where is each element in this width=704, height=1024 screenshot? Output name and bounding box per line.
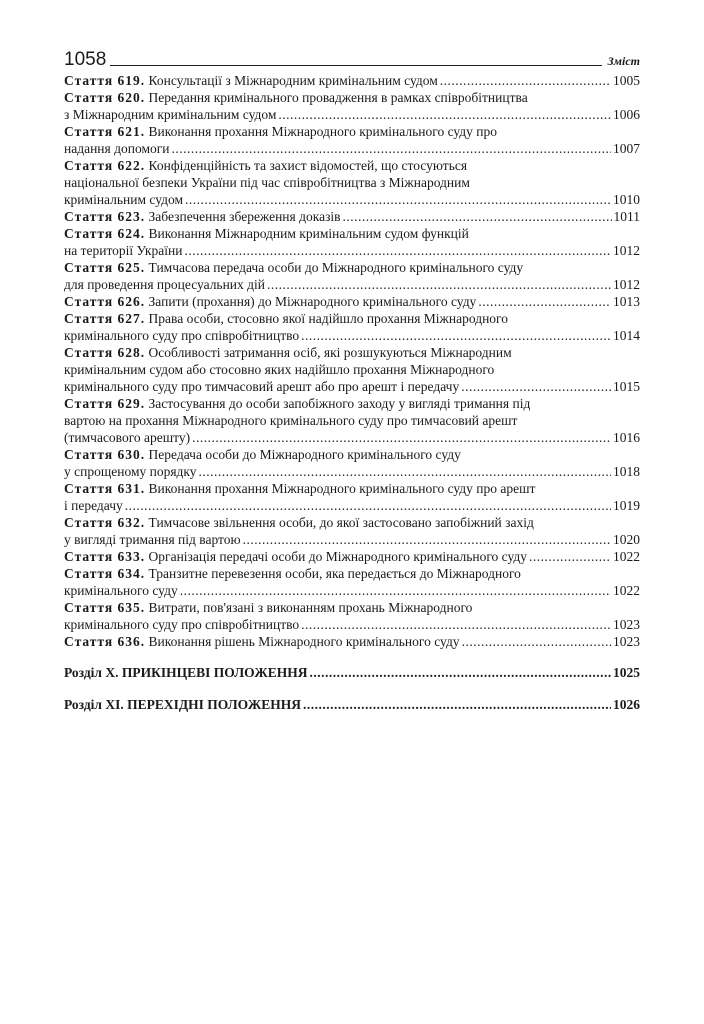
- article-title-line: у спрощеному порядку: [64, 464, 197, 479]
- toc-entry: [64, 480, 640, 514]
- article-title-line: на території України: [64, 243, 183, 258]
- toc-entry-line: [64, 429, 640, 446]
- article-title-line: вартою на прохання Міжнародного кримінального суду про тимчасовий арешт: [64, 413, 518, 428]
- dot-leader: [243, 531, 611, 548]
- toc-entry: [64, 395, 640, 446]
- toc-entry-line: [64, 633, 640, 650]
- article-number: Стаття 631.: [64, 481, 146, 496]
- article-number: Стаття 623.: [64, 209, 146, 224]
- toc-entry-line: [64, 293, 640, 310]
- dot-leader: [199, 463, 611, 480]
- toc-entry-text: [64, 616, 299, 633]
- toc-entry: [64, 123, 640, 157]
- article-title-line: надання допомоги: [64, 141, 170, 156]
- page-ref: 1020: [613, 532, 640, 547]
- page-ref: 1022: [613, 583, 640, 598]
- toc-entry-line: [64, 72, 640, 89]
- page-ref: 1026: [613, 697, 640, 712]
- article-title-line: кримінального суду про тимчасовий арешт або про арешт і передачу: [64, 379, 460, 394]
- article-number: Стаття 629.: [64, 396, 146, 411]
- article-title-line: Виконання прохання Міжнародного кримінального суду про арешт: [148, 481, 536, 496]
- toc-entry-text: [64, 362, 494, 377]
- article-list: [64, 72, 640, 650]
- toc-entry-text: [64, 175, 470, 190]
- page-ref: 1025: [613, 665, 640, 680]
- toc-entry-line: [64, 344, 640, 361]
- dot-leader: [301, 616, 611, 633]
- toc-entry: [64, 72, 640, 89]
- dot-leader: [125, 497, 611, 514]
- toc-entry: [64, 565, 640, 599]
- article-title-line: Конфіденційність та захист відомостей, що стосуються: [148, 158, 468, 173]
- toc-entry-text: [64, 293, 476, 310]
- toc-entry-line: [64, 123, 640, 140]
- toc-entry-text: [64, 378, 459, 395]
- toc-entry-text: [64, 515, 534, 530]
- page-ref: 1015: [613, 379, 640, 394]
- toc-entry-text: [64, 311, 508, 326]
- toc-entry-line: [64, 361, 640, 378]
- article-title-line: Транзитне перевезення особи, яка передається до Міжнародного: [148, 566, 521, 581]
- article-title-line: кримінальним судом або стосовно яких надійшло прохання Міжнародного: [64, 362, 495, 377]
- toc-entry-line: [64, 395, 640, 412]
- toc-entry-line: [64, 327, 640, 344]
- toc-entry-text: [64, 124, 497, 139]
- article-number: Стаття 624.: [64, 226, 146, 241]
- article-title-line: Запити (прохання) до Міжнародного кримінального суду: [148, 294, 477, 309]
- chapter-entry: [64, 664, 640, 681]
- article-number: Стаття 632.: [64, 515, 146, 530]
- dot-leader: [301, 327, 611, 344]
- toc-entry: [64, 633, 640, 650]
- toc-entry-line: [64, 157, 640, 174]
- page-number: 1058: [64, 49, 107, 70]
- article-number: Стаття 619.: [64, 73, 146, 88]
- toc-entry: [64, 89, 640, 123]
- page-ref: 1018: [613, 464, 640, 479]
- table-of-contents: [64, 72, 640, 728]
- page-ref: 1019: [613, 498, 640, 513]
- page-ref: 1023: [613, 617, 640, 632]
- toc-entry-line: [64, 378, 640, 395]
- page-ref: 1012: [613, 277, 640, 292]
- toc-entry-text: [64, 447, 461, 462]
- toc-entry-text: [64, 413, 517, 428]
- toc-entry-line: [64, 480, 640, 497]
- article-title-line: Витрати, пов'язані з виконанням прохань Міжнародного: [148, 600, 473, 615]
- toc-entry: [64, 259, 640, 293]
- article-title-line: Передача особи до Міжнародного кримінального суду: [148, 447, 461, 462]
- toc-entry-line: [64, 276, 640, 293]
- toc-entry-line: [64, 582, 640, 599]
- article-title-line: Забезпечення збереження доказів: [148, 209, 341, 224]
- page-ref: 1011: [613, 209, 640, 224]
- dot-leader: [172, 140, 611, 157]
- chapter-list: [64, 664, 640, 713]
- chapter-title: Розділ X. ПРИКІНЦЕВІ ПОЛОЖЕННЯ: [64, 665, 308, 680]
- toc-entry: [64, 446, 640, 480]
- dot-leader: [192, 429, 611, 446]
- article-number: Стаття 622.: [64, 158, 146, 173]
- page-ref: 1016: [613, 430, 640, 445]
- dot-leader: [478, 293, 611, 310]
- page-ref: 1006: [613, 107, 640, 122]
- dot-leader: [461, 378, 611, 395]
- article-number: Стаття 634.: [64, 566, 146, 581]
- article-number: Стаття 630.: [64, 447, 146, 462]
- article-title-line: і передачу: [64, 498, 123, 513]
- article-title-line: Тимчасова передача особи до Міжнародного кримінального суду: [148, 260, 524, 275]
- article-title-line: Тимчасове звільнення особи, до якої застосовано запобіжний захід: [148, 515, 534, 530]
- toc-entry-line: [64, 208, 640, 225]
- toc-entry-line: [64, 310, 640, 327]
- article-title-line: кримінального суду про співробітництво: [64, 328, 300, 343]
- dot-leader: [184, 242, 611, 259]
- article-title-line: Виконання Міжнародним кримінальним судом функцій: [148, 226, 469, 241]
- article-title-line: кримінальним судом: [64, 192, 184, 207]
- article-title-line: кримінального суду про співробітництво: [64, 617, 300, 632]
- toc-entry-text: [64, 242, 182, 259]
- article-title-line: національної безпеки України під час співробітництва з Міжнародним: [64, 175, 470, 190]
- chapter-entry: [64, 696, 640, 713]
- toc-entry-text: [64, 429, 190, 446]
- toc-entry-line: [64, 225, 640, 242]
- article-number: Стаття 628.: [64, 345, 146, 360]
- page-ref: 1023: [613, 634, 640, 649]
- article-number: Стаття 627.: [64, 311, 146, 326]
- chapter-title: Розділ XI. ПЕРЕХІДНІ ПОЛОЖЕННЯ: [64, 697, 301, 712]
- toc-entry-text: [64, 531, 241, 548]
- toc-entry-text: [64, 260, 523, 275]
- article-number: Стаття 620.: [64, 90, 146, 105]
- page-ref: 1012: [613, 243, 640, 258]
- running-section-title: Зміст: [607, 54, 640, 68]
- article-title-line: для проведення процесуальних дій: [64, 277, 266, 292]
- toc-entry-text: [64, 497, 123, 514]
- toc-entry: [64, 310, 640, 344]
- toc-entry-text: [64, 481, 535, 496]
- toc-entry-text: [64, 633, 460, 650]
- toc-entry-line: [64, 242, 640, 259]
- toc-entry-line: [64, 191, 640, 208]
- article-title-line: Передання кримінального провадження в рамках співробітництва: [148, 90, 528, 105]
- page-ref: 1007: [613, 141, 640, 156]
- dot-leader: [278, 106, 611, 123]
- toc-entry-line: [64, 446, 640, 463]
- article-title-line: Виконання прохання Міжнародного кримінального суду про: [148, 124, 498, 139]
- toc-entry-line: [64, 463, 640, 480]
- toc-entry-line: [64, 531, 640, 548]
- article-title-line: з Міжнародним кримінальним судом: [64, 107, 277, 122]
- toc-entry-text: [64, 566, 521, 581]
- article-title-line: Виконання рішень Міжнародного кримінального суду: [148, 634, 460, 649]
- toc-entry: [64, 225, 640, 259]
- toc-entry-text: [64, 276, 265, 293]
- page-ref: 1014: [613, 328, 640, 343]
- toc-entry: [64, 514, 640, 548]
- toc-entry: [64, 293, 640, 310]
- toc-entry: [64, 599, 640, 633]
- article-number: Стаття 626.: [64, 294, 146, 309]
- article-title-line: Консультації з Міжнародним кримінальним судом: [148, 73, 438, 88]
- dot-leader: [529, 548, 611, 565]
- toc-entry-text: [64, 191, 183, 208]
- dot-leader: [267, 276, 611, 293]
- toc-entry-line: [64, 565, 640, 582]
- dot-leader: [185, 191, 611, 208]
- toc-entry-text: [64, 345, 512, 360]
- article-number: Стаття 621.: [64, 124, 146, 139]
- article-number: Стаття 633.: [64, 549, 146, 564]
- dot-leader: [309, 664, 611, 681]
- article-title-line: у вигляді тримання під вартою: [64, 532, 241, 547]
- page-ref: 1013: [613, 294, 640, 309]
- page-ref: 1022: [613, 549, 640, 564]
- toc-entry-line: [64, 89, 640, 106]
- article-number: Стаття 625.: [64, 260, 146, 275]
- toc-entry-line: [64, 548, 640, 565]
- toc-entry-line: [64, 497, 640, 514]
- toc-entry-text: [64, 600, 472, 615]
- dot-leader: [180, 582, 611, 599]
- dot-leader: [343, 208, 612, 225]
- page-header: [64, 40, 640, 70]
- toc-entry: [64, 344, 640, 395]
- article-title-line: (тимчасового арешту): [64, 430, 191, 445]
- dot-leader: [462, 633, 611, 650]
- toc-entry-text: [64, 226, 469, 241]
- toc-entry: [64, 208, 640, 225]
- toc-entry-text: [64, 582, 178, 599]
- dot-leader: [303, 696, 611, 713]
- toc-entry-line: [64, 514, 640, 531]
- toc-entry-text: [64, 90, 528, 105]
- header-rule: [110, 65, 601, 66]
- toc-entry-line: [64, 412, 640, 429]
- toc-entry-text: [64, 548, 527, 565]
- article-title-line: Особливості затримання осіб, які розшукуються Міжнародним: [148, 345, 512, 360]
- toc-entry-text: [64, 327, 299, 344]
- toc-entry-text: [64, 396, 530, 411]
- toc-entry: [64, 548, 640, 565]
- dot-leader: [440, 72, 611, 89]
- toc-entry-line: [64, 106, 640, 123]
- article-number: Стаття 635.: [64, 600, 146, 615]
- toc-entry-line: [64, 616, 640, 633]
- page-ref: 1010: [613, 192, 640, 207]
- article-number: Стаття 636.: [64, 634, 146, 649]
- toc-entry-text: [64, 208, 341, 225]
- article-title-line: Застосування до особи запобіжного заходу у вигляді тримання під: [148, 396, 531, 411]
- toc-entry-line: [64, 174, 640, 191]
- toc-entry: [64, 157, 640, 208]
- toc-entry-text: [64, 140, 170, 157]
- toc-entry-line: [64, 140, 640, 157]
- page-ref: 1005: [613, 73, 640, 88]
- toc-entry-text: [64, 106, 276, 123]
- article-title-line: кримінального суду: [64, 583, 178, 598]
- toc-entry-text: [64, 463, 197, 480]
- article-title-line: Організація передачі особи до Міжнародного кримінального суду: [148, 549, 528, 564]
- article-title-line: Права особи, стосовно якої надійшло прохання Міжнародного: [148, 311, 509, 326]
- toc-entry-line: [64, 599, 640, 616]
- toc-entry-line: [64, 259, 640, 276]
- toc-entry-text: [64, 72, 438, 89]
- toc-entry-text: [64, 158, 467, 173]
